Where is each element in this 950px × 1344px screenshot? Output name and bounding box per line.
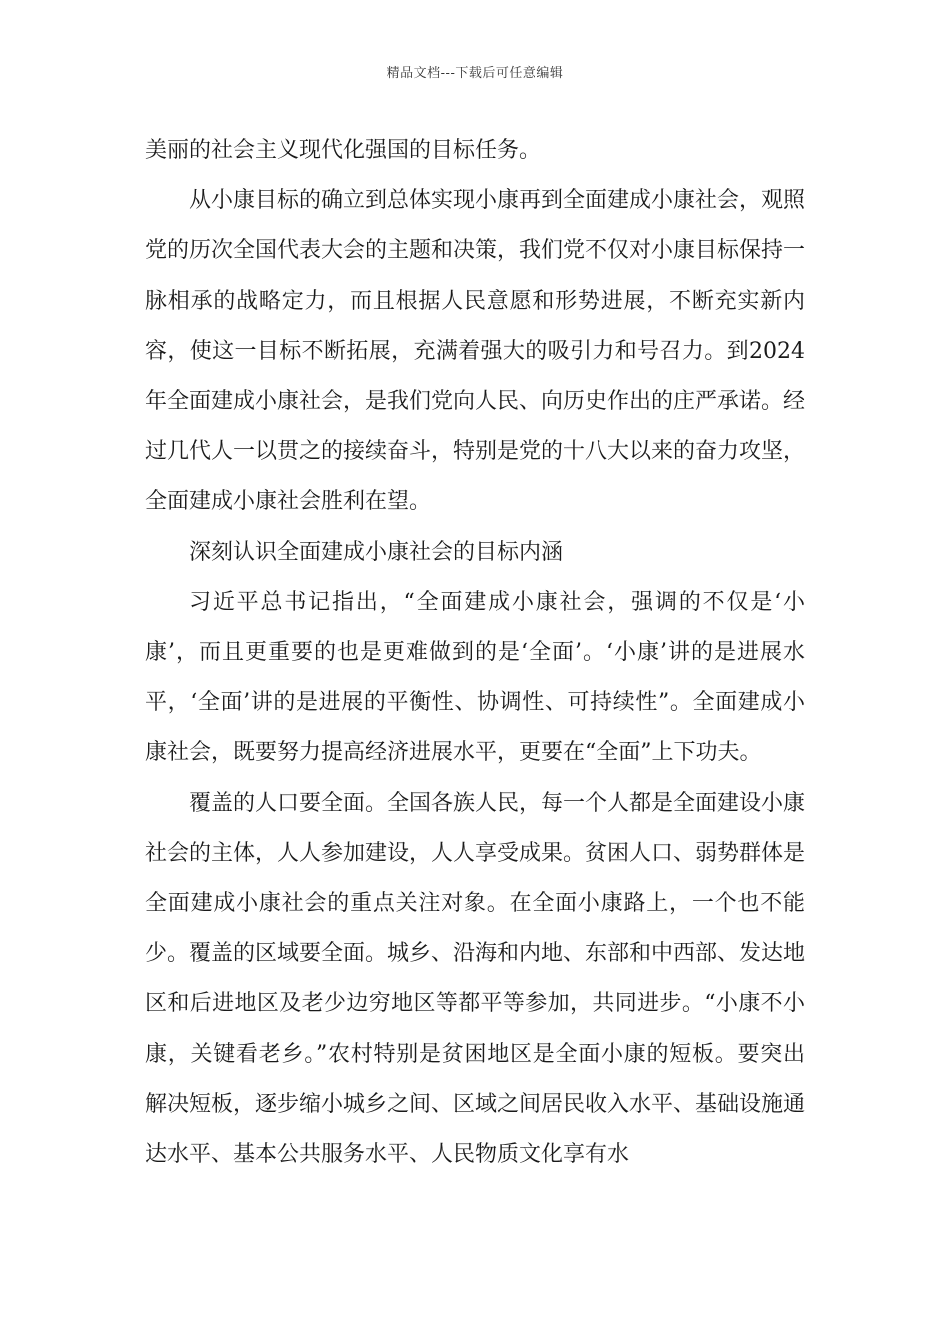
- document-body: [145, 126, 805, 1180]
- paragraph-continuation: 美丽的社会主义现代化强国的目标任务。: [145, 138, 542, 163]
- paragraph-coverage: 覆盖的人口要全面。全国各族人民，每一个人都是全面建设小康社会的主体，人人参加建设，人人享受成果。贫困人口、弱势群体是全面建成小康社会的重点关注对象。在全面小康路上，一个也不能少。覆盖的区域要全面。城乡、沿海和内地、东部和中西部、发达地区和后进地区及老少边穷地区等都平等参加，共同进步。“小康不小康，关键看老乡。”农村特别是贫困地区是全面小康的短板。要突出解决短板，逐步缩小城乡之间、区域之间居民收入水平、基础设施通达水平、基本公共服务水平、人民物质文化享有水: [145, 790, 806, 1168]
- page-header: 精品文档---下载后可任意编辑: [386, 66, 564, 81]
- paragraph-xiaokang-goal: 从小康目标的确立到总体实现小康再到全面建成小康社会，观照党的历次全国代表大会的主题和决策，我们党不仅对小康目标保持一脉相承的战略定力，而且根据人民意愿和形势进展，不断充实新内容，使这一目标不断拓展，充满着强大的吸引力和号召力。到2024年全面建成小康社会，是我们党向人民、向历史作出的庄严承诺。经过几代人一以贯之的接续奋斗，特别是党的十八大以来的奋力攻坚，全面建成小康社会胜利在望。: [145, 188, 806, 515]
- section-heading: 深刻认识全面建成小康社会的目标内涵: [189, 539, 564, 565]
- paragraph-quote: 习近平总书记指出，“全面建成小康社会，强调的不仅是‘小康’，而且更重要的也是更难做到的是‘全面’。‘小康’讲的是进展水平，‘全面’讲的是进展的平衡性、协调性、可持续性”。全面建成小康社会，既要努力提高经济进展水平，更要在“全面”上下功夫。: [145, 589, 805, 766]
